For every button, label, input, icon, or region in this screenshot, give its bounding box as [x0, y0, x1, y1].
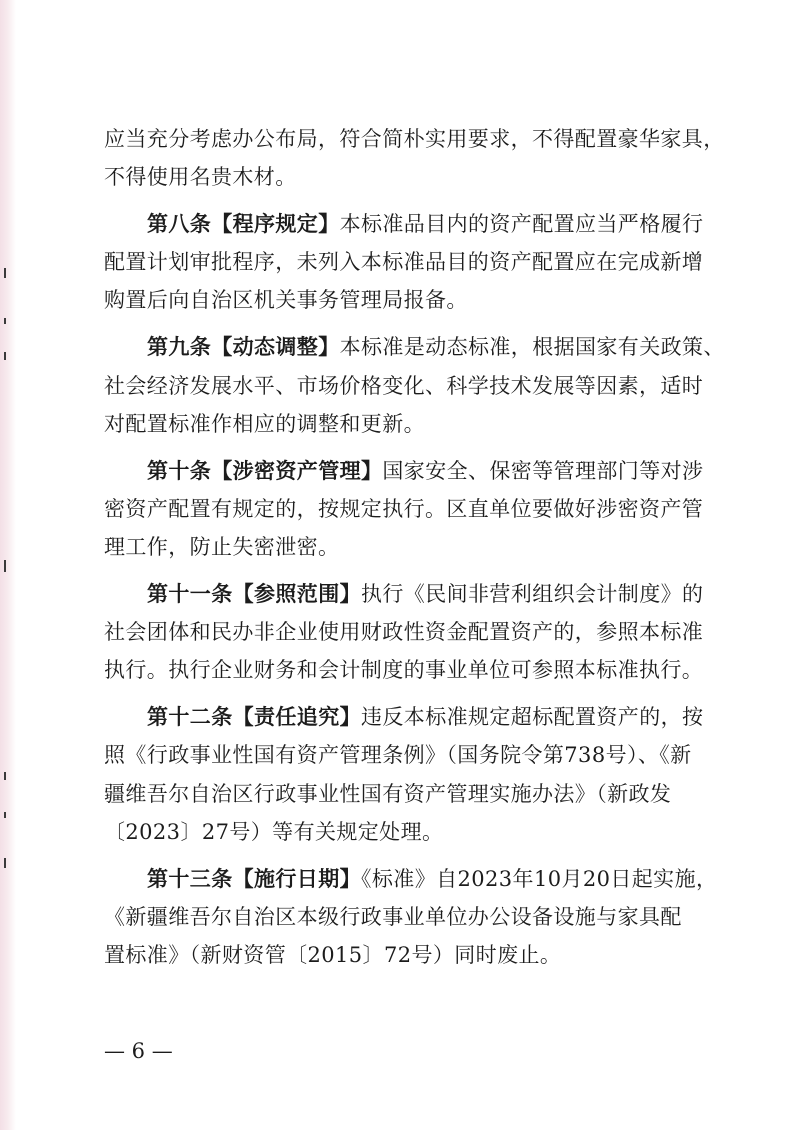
line-text: 社会团体和民办非企业使用财政性资金配置资产的，参照本标准: [104, 620, 704, 645]
line-text: 应当充分考虑办公布局，符合简朴实用要求，不得配置豪华家具，: [104, 127, 725, 151]
text-line: [104, 490, 704, 528]
line-text: 理工作，防止失密泄密。: [104, 534, 340, 559]
scan-edge-mark: [4, 858, 6, 868]
line-text: 《新疆维吾尔自治区本级行政事业单位办公设备设施与家具配: [104, 904, 682, 929]
line-text: 《标准》自2023年10月20日起实施，: [361, 866, 718, 891]
text-line: [104, 205, 704, 243]
article-heading: 第十二条【责任追究】: [147, 704, 361, 730]
text-line: [104, 158, 696, 196]
text-line: [104, 775, 696, 813]
line-text: 配置计划审批程序，未列入本标准品目的资产配置应在完成新增: [104, 250, 704, 275]
line-text: 本标准是动态标准，根据国家有关政策、: [339, 335, 725, 360]
text-line: [104, 898, 696, 936]
text-line: [104, 813, 696, 851]
scan-edge-shadow: [0, 0, 16, 1130]
article-11: [104, 575, 704, 689]
article-13: [104, 860, 718, 974]
article-12: [104, 698, 704, 850]
text-line: [104, 328, 725, 366]
line-text: 置标准》（新财资管〔2015〕72号）同时废止。: [104, 942, 562, 967]
line-text: 社会经济发展水平、市场价格变化、科学技术发展等因素，适时: [104, 373, 704, 398]
article-heading: 第十三条【施行日期】: [147, 865, 361, 891]
text-line: [104, 860, 718, 898]
article-8: [104, 205, 704, 319]
text-line: [104, 120, 725, 158]
scan-edge-mark: [4, 772, 6, 780]
document-body: [104, 120, 725, 974]
line-text: 〔2023〕27号）等有关规定处理。: [104, 819, 444, 844]
line-text: 违反本标准规定超标配置资产的，按: [361, 705, 704, 730]
article-9: [104, 328, 725, 442]
line-text: 密资产配置有规定的，按规定执行。区直单位要做好涉密资产管: [104, 496, 704, 521]
line-text: 购置后向自治区机关事务管理局报备。: [104, 288, 468, 313]
text-line: [104, 452, 704, 490]
scan-edge-mark: [4, 352, 6, 360]
text-line: [104, 613, 704, 651]
text-line: [104, 936, 696, 974]
line-text: 国家安全、保密等管理部门等对涉: [382, 458, 704, 483]
line-text: 疆维吾尔自治区行政事业性国有资产管理实施办法》（新政发: [104, 781, 672, 806]
article-heading: 第十条【涉密资产管理】: [147, 457, 383, 483]
page-number: — 6 —: [104, 1039, 173, 1063]
text-line: [104, 405, 696, 443]
line-text: 执行《民间非营利组织会计制度》的: [361, 582, 704, 607]
text-line: [104, 243, 704, 281]
article-heading: 第九条【动态调整】: [147, 334, 340, 360]
scan-edge-mark: [4, 812, 6, 818]
text-line: [104, 528, 696, 566]
text-line: [104, 575, 704, 613]
text-line: [104, 651, 704, 689]
scan-edge-mark: [4, 268, 6, 278]
line-text: 不得使用名贵木材。: [104, 165, 297, 190]
text-line: [104, 367, 704, 405]
text-line: [104, 736, 696, 774]
scan-edge-mark: [4, 560, 6, 572]
paragraph-continuation: [104, 120, 725, 196]
text-line: [104, 698, 704, 736]
line-text: 照《行政事业性国有资产管理条例》（国务院令第738号）、《新: [104, 743, 692, 768]
scan-edge-mark: [4, 318, 6, 324]
article-10: [104, 452, 704, 566]
line-text: 执行。执行企业财务和会计制度的事业单位可参照本标准执行。: [104, 658, 704, 683]
article-heading: 第八条【程序规定】: [147, 211, 340, 237]
line-text: 对配置标准作相应的调整和更新。: [104, 411, 425, 436]
article-heading: 第十一条【参照范围】: [147, 581, 361, 607]
text-line: [104, 281, 696, 319]
line-text: 本标准品目内的资产配置应当严格履行: [339, 212, 704, 237]
